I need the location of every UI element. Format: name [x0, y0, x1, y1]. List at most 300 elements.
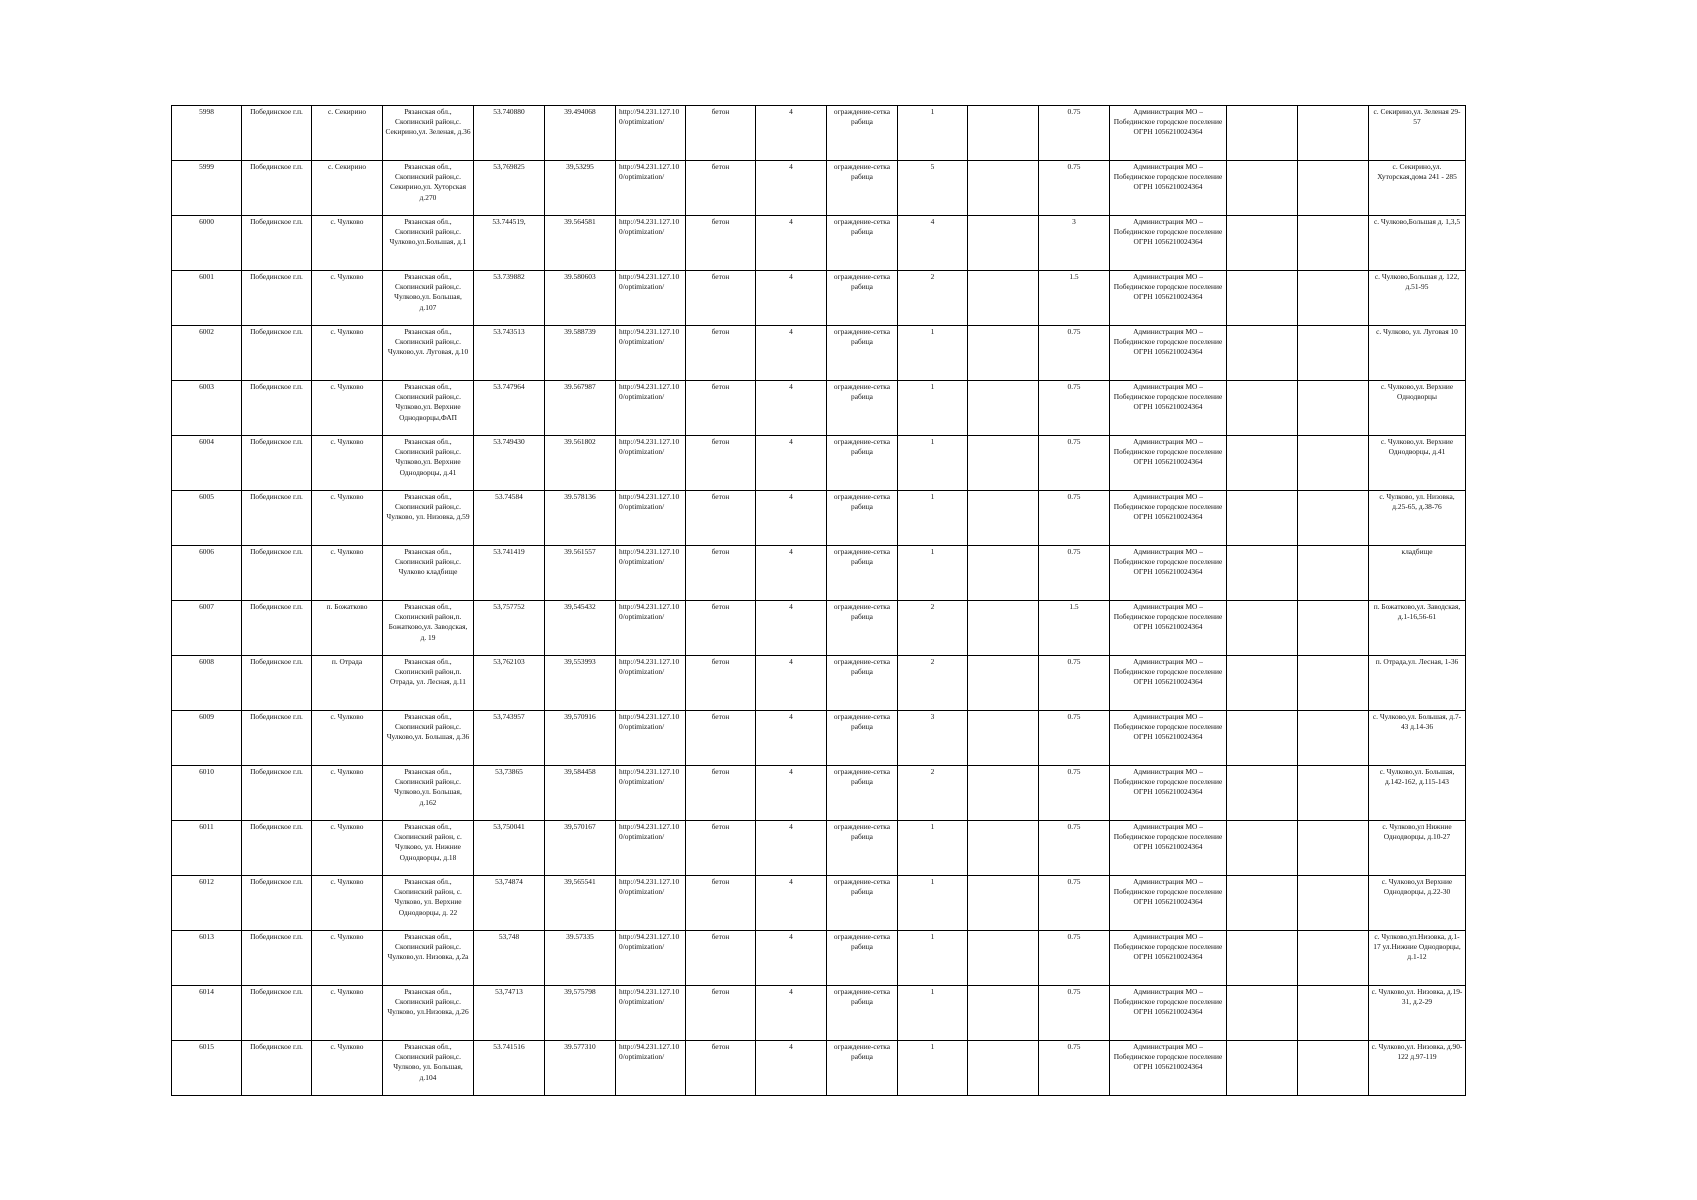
area-cell: 4 [756, 1041, 827, 1096]
volume-cell: 0.75 [1039, 491, 1110, 546]
owner-cell: Администрация МО – Побединское городское поселение ОГРН 1056210024364 [1110, 986, 1227, 1041]
containers-count-cell: 4 [898, 216, 968, 271]
area-cell: 4 [756, 601, 827, 656]
locality-cell: п. Отрада [312, 656, 383, 711]
empty-cell [1298, 491, 1369, 546]
volume-cell: 0.75 [1039, 381, 1110, 436]
volume-cell: 0.75 [1039, 821, 1110, 876]
empty-cell [968, 821, 1039, 876]
map-link-cell[interactable]: http://94.231.127.10 0/optimization/ [616, 161, 686, 216]
longitude-cell: 39,570167 [545, 821, 616, 876]
waste-sources-cell: с. Чулково,ул Нижние Однодворцы, д.10-27 [1369, 821, 1466, 876]
empty-cell [1227, 821, 1298, 876]
cover-cell: бетон [686, 491, 756, 546]
longitude-cell: 39.564581 [545, 216, 616, 271]
empty-cell [1298, 601, 1369, 656]
row-number: 5999 [172, 161, 242, 216]
containers-count-cell: 1 [898, 436, 968, 491]
area-cell: 4 [756, 821, 827, 876]
waste-sources-cell: с. Чулково,ул. Большая, д.142-162, д.115-143 [1369, 766, 1466, 821]
settlement-cell: Побединское г.п. [242, 1041, 312, 1096]
latitude-cell: 53.749430 [474, 436, 545, 491]
volume-cell: 0.75 [1039, 931, 1110, 986]
empty-cell [1298, 931, 1369, 986]
settlement-cell: Побединское г.п. [242, 546, 312, 601]
waste-sources-cell: с. Чулково,Большая д. 122, д.51-95 [1369, 271, 1466, 326]
owner-cell: Администрация МО – Побединское городское поселение ОГРН 1056210024364 [1110, 161, 1227, 216]
empty-cell [968, 271, 1039, 326]
containers-count-cell: 1 [898, 381, 968, 436]
cover-cell: бетон [686, 106, 756, 161]
longitude-cell: 39.577310 [545, 1041, 616, 1096]
table-row [172, 381, 1466, 436]
owner-cell: Администрация МО – Побединское городское поселение ОГРН 1056210024364 [1110, 1041, 1227, 1096]
map-link-cell[interactable]: http://94.231.127.10 0/optimization/ [616, 711, 686, 766]
containers-count-cell: 5 [898, 161, 968, 216]
area-cell: 4 [756, 711, 827, 766]
row-number: 6005 [172, 491, 242, 546]
area-cell: 4 [756, 876, 827, 931]
empty-cell [1227, 326, 1298, 381]
empty-cell [1298, 436, 1369, 491]
containers-count-cell: 2 [898, 271, 968, 326]
empty-cell [1298, 161, 1369, 216]
settlement-cell: Побединское г.п. [242, 381, 312, 436]
owner-cell: Администрация МО – Побединское городское поселение ОГРН 1056210024364 [1110, 821, 1227, 876]
settlement-cell: Побединское г.п. [242, 711, 312, 766]
area-cell: 4 [756, 656, 827, 711]
empty-cell [1227, 1041, 1298, 1096]
containers-count-cell: 1 [898, 1041, 968, 1096]
empty-cell [968, 1041, 1039, 1096]
row-number: 6001 [172, 271, 242, 326]
latitude-cell: 53.747964 [474, 381, 545, 436]
volume-cell: 0.75 [1039, 1041, 1110, 1096]
latitude-cell: 53.744519, [474, 216, 545, 271]
table-row [172, 161, 1466, 216]
empty-cell [968, 216, 1039, 271]
waste-sources-cell: с. Секирино,ул. Хуторская,дома 241 - 285 [1369, 161, 1466, 216]
address-cell: Рязанская обл., Скопинский район,с. Чулково,ул. Большая, д.107 [383, 271, 474, 326]
cover-cell: бетон [686, 216, 756, 271]
locality-cell: с. Чулково [312, 491, 383, 546]
address-cell: Рязанская обл., Скопинский район,с. Чулково,ул. Верхние Однодворцы,ФАП [383, 381, 474, 436]
owner-cell: Администрация МО – Побединское городское поселение ОГРН 1056210024364 [1110, 271, 1227, 326]
empty-cell [968, 326, 1039, 381]
map-link-cell[interactable]: http://94.231.127.10 0/optimization/ [616, 1041, 686, 1096]
map-link-cell[interactable]: http://94.231.127.10 0/optimization/ [616, 876, 686, 931]
locality-cell: с. Чулково [312, 931, 383, 986]
volume-cell: 0.75 [1039, 876, 1110, 931]
latitude-cell: 53.740880 [474, 106, 545, 161]
empty-cell [1227, 931, 1298, 986]
empty-cell [1227, 986, 1298, 1041]
longitude-cell: 39.567987 [545, 381, 616, 436]
waste-sources-cell: с. Чулково,ул. Низовка, д.90-122 д.97-119 [1369, 1041, 1466, 1096]
empty-cell [1298, 216, 1369, 271]
fence-cell: ограждение-сетка рабица [827, 656, 898, 711]
longitude-cell: 39,584458 [545, 766, 616, 821]
map-link-cell[interactable]: http://94.231.127.10 0/optimization/ [616, 271, 686, 326]
locality-cell: с. Чулково [312, 986, 383, 1041]
volume-cell: 0.75 [1039, 766, 1110, 821]
volume-cell: 0.75 [1039, 986, 1110, 1041]
latitude-cell: 53,74713 [474, 986, 545, 1041]
longitude-cell: 39.588739 [545, 326, 616, 381]
longitude-cell: 39,553993 [545, 656, 616, 711]
longitude-cell: 39,53295 [545, 161, 616, 216]
owner-cell: Администрация МО – Побединское городское поселение ОГРН 1056210024364 [1110, 876, 1227, 931]
settlement-cell: Побединское г.п. [242, 436, 312, 491]
empty-cell [1227, 876, 1298, 931]
table-row [172, 656, 1466, 711]
empty-cell [968, 436, 1039, 491]
address-cell: Рязанская обл., Скопинский район,с. Чулково,ул. Большая, д.162 [383, 766, 474, 821]
empty-cell [1227, 216, 1298, 271]
waste-sources-cell: с. Чулково, ул. Низовка, д.25-65, д.38-76 [1369, 491, 1466, 546]
longitude-cell: 39.561802 [545, 436, 616, 491]
volume-cell: 0.75 [1039, 106, 1110, 161]
row-number: 6012 [172, 876, 242, 931]
empty-cell [968, 931, 1039, 986]
containers-count-cell: 1 [898, 491, 968, 546]
longitude-cell: 39,565541 [545, 876, 616, 931]
row-number: 6002 [172, 326, 242, 381]
empty-cell [1298, 656, 1369, 711]
area-cell: 4 [756, 766, 827, 821]
address-cell: Рязанская обл., Скопинский район,с. Чулково,ул.Большая, д.1 [383, 216, 474, 271]
empty-cell [968, 711, 1039, 766]
row-number: 6010 [172, 766, 242, 821]
fence-cell: ограждение-сетка рабица [827, 106, 898, 161]
row-number: 6004 [172, 436, 242, 491]
empty-cell [1298, 381, 1369, 436]
containers-count-cell: 2 [898, 766, 968, 821]
locality-cell: с. Секирино [312, 161, 383, 216]
empty-cell [1227, 546, 1298, 601]
map-link-cell[interactable]: http://94.231.127.10 0/optimization/ [616, 326, 686, 381]
empty-cell [968, 656, 1039, 711]
table-row [172, 931, 1466, 986]
owner-cell: Администрация МО – Побединское городское поселение ОГРН 1056210024364 [1110, 381, 1227, 436]
volume-cell: 0.75 [1039, 546, 1110, 601]
settlement-cell: Побединское г.п. [242, 876, 312, 931]
table-row [172, 271, 1466, 326]
empty-cell [1298, 711, 1369, 766]
area-cell: 4 [756, 271, 827, 326]
latitude-cell: 53.741419 [474, 546, 545, 601]
empty-cell [1227, 381, 1298, 436]
volume-cell: 0.75 [1039, 326, 1110, 381]
map-link-cell[interactable]: http://94.231.127.10 0/optimization/ [616, 986, 686, 1041]
containers-count-cell: 1 [898, 821, 968, 876]
empty-cell [968, 766, 1039, 821]
cover-cell: бетон [686, 271, 756, 326]
empty-cell [1298, 106, 1369, 161]
waste-sources-cell: с. Чулково,ул Верхние Однодворцы, д.22-30 [1369, 876, 1466, 931]
latitude-cell: 53,757752 [474, 601, 545, 656]
locality-cell: с. Чулково [312, 436, 383, 491]
longitude-cell: 39.561557 [545, 546, 616, 601]
fence-cell: ограждение-сетка рабица [827, 161, 898, 216]
fence-cell: ограждение-сетка рабица [827, 821, 898, 876]
empty-cell [968, 546, 1039, 601]
locality-cell: с. Секирино [312, 106, 383, 161]
area-cell: 4 [756, 491, 827, 546]
map-link-cell[interactable]: http://94.231.127.10 0/optimization/ [616, 491, 686, 546]
map-link-cell[interactable]: http://94.231.127.10 0/optimization/ [616, 546, 686, 601]
locality-cell: с. Чулково [312, 766, 383, 821]
row-number: 6013 [172, 931, 242, 986]
locality-cell: с. Чулково [312, 546, 383, 601]
map-link-cell[interactable]: http://94.231.127.10 0/optimization/ [616, 601, 686, 656]
latitude-cell: 53.739882 [474, 271, 545, 326]
volume-cell: 1.5 [1039, 601, 1110, 656]
longitude-cell: 39,570916 [545, 711, 616, 766]
cover-cell: бетон [686, 821, 756, 876]
row-number: 6000 [172, 216, 242, 271]
empty-cell [1298, 546, 1369, 601]
empty-cell [968, 986, 1039, 1041]
latitude-cell: 53,743957 [474, 711, 545, 766]
area-cell: 4 [756, 931, 827, 986]
longitude-cell: 39,575798 [545, 986, 616, 1041]
containers-count-cell: 1 [898, 876, 968, 931]
area-cell: 4 [756, 326, 827, 381]
empty-cell [1227, 161, 1298, 216]
latitude-cell: 53,748 [474, 931, 545, 986]
empty-cell [1298, 271, 1369, 326]
cover-cell: бетон [686, 766, 756, 821]
locality-cell: с. Чулково [312, 711, 383, 766]
containers-count-cell: 1 [898, 106, 968, 161]
settlement-cell: Побединское г.п. [242, 821, 312, 876]
owner-cell: Администрация МО – Побединское городское поселение ОГРН 1056210024364 [1110, 766, 1227, 821]
empty-cell [1298, 821, 1369, 876]
settlement-cell: Побединское г.п. [242, 931, 312, 986]
locality-cell: с. Чулково [312, 381, 383, 436]
area-cell: 4 [756, 436, 827, 491]
fence-cell: ограждение-сетка рабица [827, 326, 898, 381]
area-cell: 4 [756, 161, 827, 216]
locality-cell: с. Чулково [312, 876, 383, 931]
waste-sources-cell: п. Отрада,ул. Лесная, 1-36 [1369, 656, 1466, 711]
fence-cell: ограждение-сетка рабица [827, 271, 898, 326]
map-link-cell[interactable]: http://94.231.127.10 0/optimization/ [616, 216, 686, 271]
area-cell: 4 [756, 216, 827, 271]
cover-cell: бетон [686, 381, 756, 436]
owner-cell: Администрация МО – Побединское городское поселение ОГРН 1056210024364 [1110, 931, 1227, 986]
empty-cell [1227, 656, 1298, 711]
empty-cell [1298, 1041, 1369, 1096]
row-number: 6011 [172, 821, 242, 876]
owner-cell: Администрация МО – Побединское городское поселение ОГРН 1056210024364 [1110, 436, 1227, 491]
locality-cell: с. Чулково [312, 271, 383, 326]
table-body [172, 106, 1466, 1096]
cover-cell: бетон [686, 986, 756, 1041]
waste-sources-cell: с. Чулково,ул. Низовка, д.19-31, д.2-29 [1369, 986, 1466, 1041]
empty-cell [1298, 326, 1369, 381]
owner-cell: Администрация МО – Побединское городское поселение ОГРН 1056210024364 [1110, 326, 1227, 381]
address-cell: Рязанская обл., Скопинский район,п. Отрада, ул. Лесная, д.11 [383, 656, 474, 711]
latitude-cell: 53,762103 [474, 656, 545, 711]
table-row [172, 821, 1466, 876]
containers-count-cell: 2 [898, 656, 968, 711]
fence-cell: ограждение-сетка рабица [827, 491, 898, 546]
address-cell: Рязанская обл., Скопинский район, с. Чулково, ул. Нижние Однодворцы, д.18 [383, 821, 474, 876]
empty-cell [1227, 491, 1298, 546]
address-cell: Рязанская обл., Скопинский район, с. Чулково, ул. Верхние Однодворцы, д. 22 [383, 876, 474, 931]
fence-cell: ограждение-сетка рабица [827, 766, 898, 821]
table-row [172, 711, 1466, 766]
fence-cell: ограждение-сетка рабица [827, 711, 898, 766]
area-cell: 4 [756, 986, 827, 1041]
longitude-cell: 39.57335 [545, 931, 616, 986]
empty-cell [968, 876, 1039, 931]
volume-cell: 0.75 [1039, 656, 1110, 711]
latitude-cell: 53.743513 [474, 326, 545, 381]
table-row [172, 491, 1466, 546]
settlement-cell: Побединское г.п. [242, 271, 312, 326]
table-row [172, 216, 1466, 271]
settlement-cell: Побединское г.п. [242, 986, 312, 1041]
locality-cell: с. Чулково [312, 821, 383, 876]
address-cell: Рязанская обл., Скопинский район,с. Секирино,ул. Зеленая, д.36 [383, 106, 474, 161]
settlement-cell: Побединское г.п. [242, 216, 312, 271]
cover-cell: бетон [686, 161, 756, 216]
row-number: 6015 [172, 1041, 242, 1096]
row-number: 5998 [172, 106, 242, 161]
empty-cell [968, 161, 1039, 216]
volume-cell: 0.75 [1039, 161, 1110, 216]
empty-cell [968, 106, 1039, 161]
fence-cell: ограждение-сетка рабица [827, 1041, 898, 1096]
fence-cell: ограждение-сетка рабица [827, 986, 898, 1041]
locality-cell: с. Чулково [312, 326, 383, 381]
containers-count-cell: 1 [898, 326, 968, 381]
cover-cell: бетон [686, 601, 756, 656]
address-cell: Рязанская обл., Скопинский район,с. Чулково кладбище [383, 546, 474, 601]
containers-count-cell: 1 [898, 546, 968, 601]
map-link-cell[interactable]: http://94.231.127.10 0/optimization/ [616, 931, 686, 986]
address-cell: Рязанская обл., Скопинский район,с. Чулково,ул. Верхние Однодворцы, д.41 [383, 436, 474, 491]
row-number: 6006 [172, 546, 242, 601]
address-cell: Рязанская обл., Скопинский район,с. Чулково,ул. Низовка, д.2а [383, 931, 474, 986]
empty-cell [1227, 271, 1298, 326]
waste-sources-cell: п. Божатково,ул. Заводская, д.1-16,56-61 [1369, 601, 1466, 656]
containers-count-cell: 2 [898, 601, 968, 656]
area-cell: 4 [756, 381, 827, 436]
map-link-cell[interactable]: http://94.231.127.10 0/optimization/ [616, 436, 686, 491]
owner-cell: Администрация МО – Побединское городское поселение ОГРН 1056210024364 [1110, 656, 1227, 711]
waste-sources-cell: с. Чулково, ул. Луговая 10 [1369, 326, 1466, 381]
fence-cell: ограждение-сетка рабица [827, 546, 898, 601]
cover-cell: бетон [686, 711, 756, 766]
map-link-cell[interactable]: http://94.231.127.10 0/optimization/ [616, 656, 686, 711]
row-number: 6007 [172, 601, 242, 656]
fence-cell: ограждение-сетка рабица [827, 216, 898, 271]
empty-cell [968, 381, 1039, 436]
settlement-cell: Побединское г.п. [242, 161, 312, 216]
empty-cell [1298, 986, 1369, 1041]
waste-sources-cell: с. Чулково,ул. Большая, д.7-43 д.14-36 [1369, 711, 1466, 766]
owner-cell: Администрация МО – Побединское городское поселение ОГРН 1056210024364 [1110, 711, 1227, 766]
longitude-cell: 39.494068 [545, 106, 616, 161]
owner-cell: Администрация МО – Побединское городское поселение ОГРН 1056210024364 [1110, 546, 1227, 601]
cover-cell: бетон [686, 656, 756, 711]
waste-sources-cell: с. Секирино,ул. Зеленая 29-57 [1369, 106, 1466, 161]
row-number: 6014 [172, 986, 242, 1041]
settlement-cell: Побединское г.п. [242, 601, 312, 656]
latitude-cell: 53,750041 [474, 821, 545, 876]
area-cell: 4 [756, 546, 827, 601]
longitude-cell: 39,545432 [545, 601, 616, 656]
owner-cell: Администрация МО – Побединское городское поселение ОГРН 1056210024364 [1110, 216, 1227, 271]
locality-cell: с. Чулково [312, 216, 383, 271]
locality-cell: п. Божатково [312, 601, 383, 656]
empty-cell [1227, 601, 1298, 656]
settlement-cell: Побединское г.п. [242, 106, 312, 161]
map-link-cell[interactable]: http://94.231.127.10 0/optimization/ [616, 106, 686, 161]
containers-count-cell: 1 [898, 986, 968, 1041]
waste-sources-cell: кладбище [1369, 546, 1466, 601]
area-cell: 4 [756, 106, 827, 161]
table-row [172, 876, 1466, 931]
address-cell: Рязанская обл., Скопинский район,с. Чулково,ул. Луговая, д.10 [383, 326, 474, 381]
address-cell: Рязанская обл., Скопинский район,с. Чулково, ул.Низовка, д.26 [383, 986, 474, 1041]
volume-cell: 0.75 [1039, 711, 1110, 766]
table-row [172, 986, 1466, 1041]
cover-cell: бетон [686, 931, 756, 986]
table-row [172, 601, 1466, 656]
empty-cell [1227, 436, 1298, 491]
waste-sources-cell: с. Чулково,ул. Верхние Однодворцы [1369, 381, 1466, 436]
address-cell: Рязанская обл., Скопинский район,с. Секирино,ул. Хуторская д.270 [383, 161, 474, 216]
owner-cell: Администрация МО – Побединское городское поселение ОГРН 1056210024364 [1110, 601, 1227, 656]
cover-cell: бетон [686, 326, 756, 381]
waste-sources-cell: с. Чулково,ул.Низовка, д.1-17 ул.Нижние Однодворцы, д.1-12 [1369, 931, 1466, 986]
owner-cell: Администрация МО – Побединское городское поселение ОГРН 1056210024364 [1110, 106, 1227, 161]
empty-cell [968, 491, 1039, 546]
cover-cell: бетон [686, 436, 756, 491]
map-link-cell[interactable]: http://94.231.127.10 0/optimization/ [616, 766, 686, 821]
settlement-cell: Побединское г.п. [242, 491, 312, 546]
row-number: 6009 [172, 711, 242, 766]
cover-cell: бетон [686, 546, 756, 601]
table-row [172, 436, 1466, 491]
table-row [172, 326, 1466, 381]
longitude-cell: 39.578136 [545, 491, 616, 546]
address-cell: Рязанская обл., Скопинский район,с. Чулково, ул. Большая, д.104 [383, 1041, 474, 1096]
settlement-cell: Побединское г.п. [242, 326, 312, 381]
waste-sources-cell: с. Чулково,Большая д. 1,3,5 [1369, 216, 1466, 271]
table-row [172, 106, 1466, 161]
map-link-cell[interactable]: http://94.231.127.10 0/optimization/ [616, 381, 686, 436]
empty-cell [1227, 106, 1298, 161]
fence-cell: ограждение-сетка рабица [827, 876, 898, 931]
latitude-cell: 53,769825 [474, 161, 545, 216]
empty-cell [1227, 766, 1298, 821]
address-cell: Рязанская обл., Скопинский район,с. Чулково,ул. Большая, д.36 [383, 711, 474, 766]
table-row [172, 1041, 1466, 1096]
cover-cell: бетон [686, 876, 756, 931]
row-number: 6008 [172, 656, 242, 711]
latitude-cell: 53,73865 [474, 766, 545, 821]
latitude-cell: 53,74874 [474, 876, 545, 931]
latitude-cell: 53.74584 [474, 491, 545, 546]
latitude-cell: 53.741516 [474, 1041, 545, 1096]
map-link-cell[interactable]: http://94.231.127.10 0/optimization/ [616, 821, 686, 876]
